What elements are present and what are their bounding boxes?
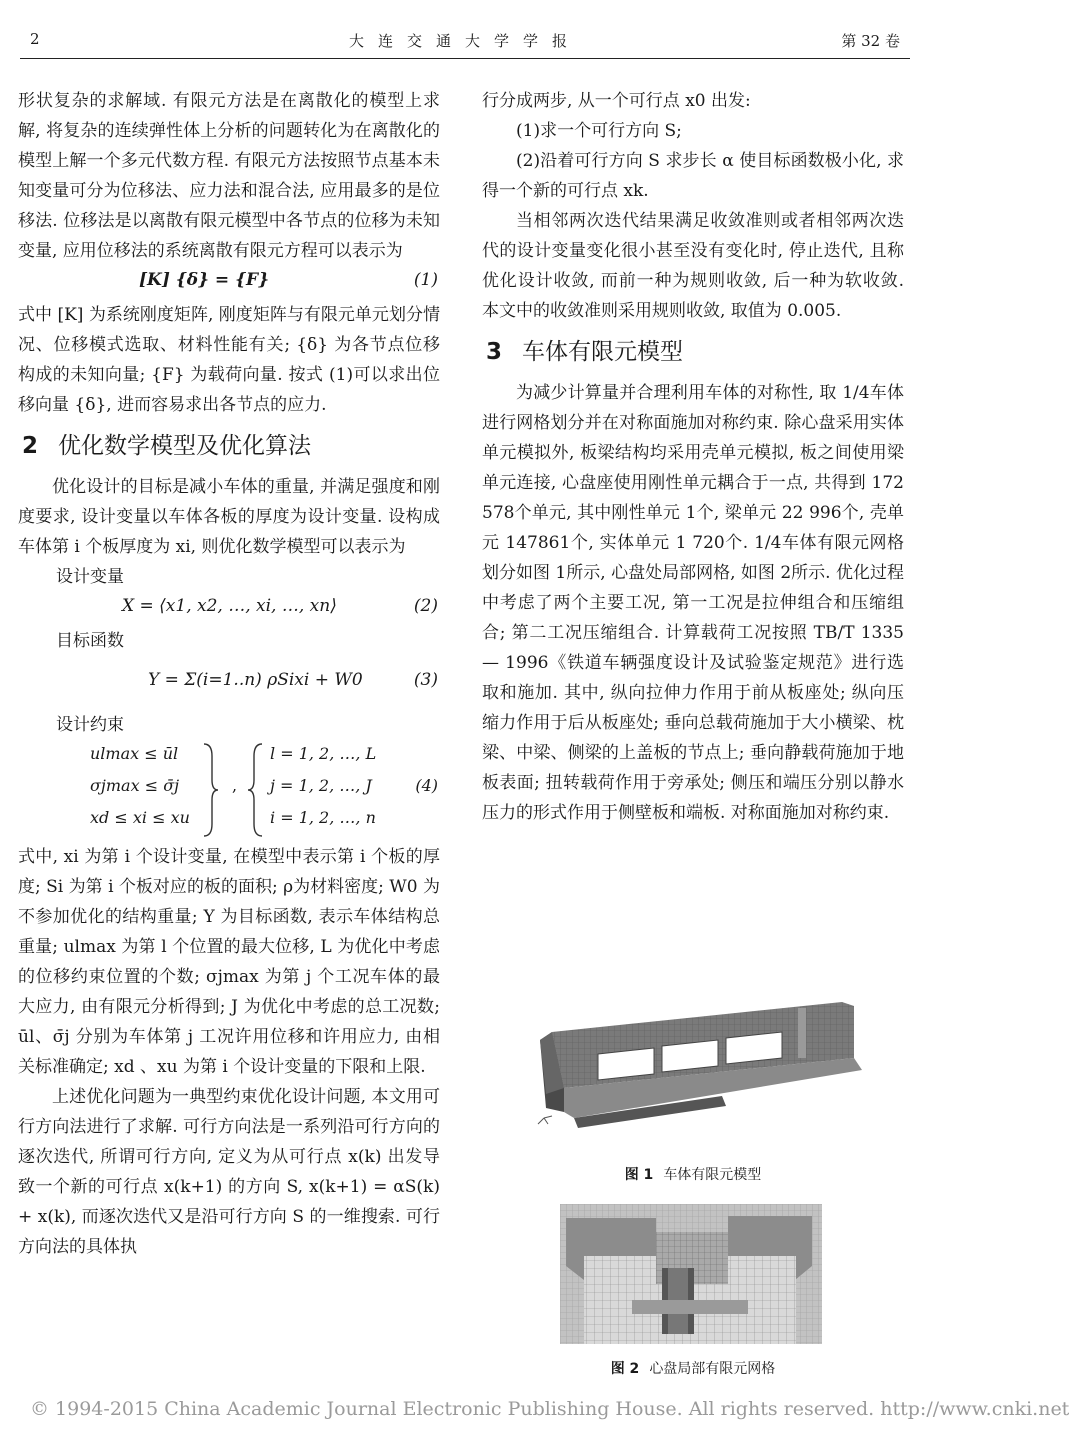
left-column	[18, 86, 440, 1262]
paragraph: 行分成两步, 从一个可行点 x0 出发:	[482, 91, 751, 111]
equation-number: (1)	[413, 270, 438, 290]
figure-2-caption	[482, 1358, 904, 1378]
equation-number: (3)	[413, 670, 438, 690]
figure-2-image	[482, 1204, 904, 1344]
equation-number: (2)	[413, 596, 438, 616]
equation-2	[18, 592, 440, 626]
index-range-j: j = 1, 2, …, J	[270, 776, 372, 795]
figure-1-caption	[482, 1164, 904, 1184]
label-constraints: 设计约束	[56, 715, 124, 735]
paragraph: 式中, xi 为第 i 个设计变量, 在模型中表示第 i 个板的厚度; Si 为第 i 个板对应的板的面积; ρ为材料密度; W0 为不参加优化的结构重量; Y 为目标函数, 表示车体结构总重量; ulmax 为第 l 个位置的最大位移, L 为优化中考虑的位移约束位置的个数; σjmax 为第 j 个工况车体的最大应力, 由有限元分析得到; J 为优化中考虑的总工况数; ūl、σ̄j 分别为车体第 j 工况许用位移和许用应力, 由相关标准确定; xd 、xu 为第 i 个设计变量的下限和上限.	[18, 847, 440, 1077]
journal-title: 大连交通大学学报	[348, 32, 581, 50]
constraint-stress: σjmax ≤ σ̄j	[90, 776, 180, 795]
figure-label: 图 2	[610, 1361, 640, 1377]
paragraph: 形状复杂的求解域. 有限元方法是在离散化的模型上求解, 将复杂的连续弹性体上分析的问题转化为在离散化的模型上解一个多元代数方程. 有限元方法按照节点基本未知变量可分为位移法、应力法和混合法, 应用最多的是位移法. 位移法是以离散有限元模型中各节点的位移为未知变量, 应用位移法的系统离散有限元方程可以表示为	[18, 91, 440, 261]
equation-number: (4)	[415, 776, 438, 795]
equation-1	[18, 266, 440, 300]
figure-caption-text: 车体有限元模型	[663, 1167, 762, 1183]
equation-4	[18, 740, 440, 842]
section-number: 2	[22, 433, 39, 459]
paragraph: 上述优化问题为一典型约束优化设计问题, 本文用可行方向法进行了求解. 可行方向法是一系列沿可行方向的逐次迭代, 所谓可行方向, 定义为从可行点 x(k) 出发导致一个新的可行点 x(k+1) 的方向 S, x(k+1) = αS(k) + x(k), 而逐次迭代又是沿可行方向 S 的一维搜索. 可行方向法的具体执	[18, 1087, 440, 1257]
left-brace-icon	[246, 742, 266, 838]
section-number: 3	[486, 339, 503, 365]
page-header	[20, 24, 910, 59]
constraint-displacement: ulmax ≤ ūl	[90, 744, 179, 763]
paragraph: 当相邻两次迭代结果满足收敛准则或者相邻两次迭代的设计变量变化很小甚至没有变化时, 停止迭代, 且称优化设计收敛, 而前一种为规则收敛, 后一种为软收敛. 本文中的收敛准则采用规则收敛, 取值为 0.005.	[482, 211, 904, 321]
copyright-footer: © 1994-2015 China Academic Journal Electronic Publishing House. All rights reserved. http://www.cnki.net	[30, 1398, 1069, 1420]
step-1: (1)求一个可行方向 S;	[516, 121, 682, 141]
volume-label: 第 32 卷	[841, 32, 900, 50]
paragraph: 为减少计算量并合理利用车体的对称性, 取 1/4车体进行网格划分并在对称面施加对称约束. 除心盘采用实体单元模拟外, 板梁结构均采用壳单元模拟, 板之间使用梁单元连接, 心盘座使用刚性单元耦合于一点, 共得到 172 578个单元, 其中刚性单元 1个, 梁单元 22 996个, 壳单元 147861个, 实体单元 1 720个. 1/4车体有限元网格划分如图 1所示, 心盘处局部网格, 如图 2所示. 优化过程中考虑了两个主要工况, 第一工况是拉伸组合和压缩组合; 第二工况压缩组合. 计算载荷工况按照 TB/T 1335— 1996《铁道车辆强度设计及试验鉴定规范》进行选取和施加. 其中, 纵向拉伸力作用于前从板座处; 纵向压缩力作用于后从板座处; 垂向总载荷施加于大小横梁、枕梁、中梁、侧梁的上盖板的节点上; 垂向静载荷施加于地板表面; 扭转载荷作用于旁承处; 侧压和端压分别以静水压力的形式作用于侧壁板和端板. 对称面施加对称约束.	[482, 383, 904, 823]
section-heading-2	[18, 426, 440, 466]
paragraph: 优化设计的目标是减小车体的重量, 并满足强度和刚度要求, 设计变量以车体各板的厚度为设计变量. 设构成车体第 i 个板厚度为 xi, 则优化数学模型可以表示为	[18, 477, 440, 557]
constraint-bounds: xd ≤ xi ≤ xu	[90, 808, 190, 827]
page-number: 2	[30, 30, 40, 48]
figure-label: 图 1	[624, 1167, 654, 1183]
section-title: 车体有限元模型	[522, 339, 683, 365]
label-objective: 目标函数	[56, 631, 124, 651]
right-column	[482, 86, 904, 828]
constraint-separator: ,	[232, 776, 238, 795]
section-title: 优化数学模型及优化算法	[58, 433, 311, 459]
figure-caption-text: 心盘局部有限元网格	[649, 1361, 776, 1377]
index-range-l: l = 1, 2, …, L	[270, 744, 377, 763]
equation-text: X = ⟨x1, x2, …, xi, …, xn⟩	[122, 596, 337, 616]
paragraph: 式中 [K] 为系统刚度矩阵, 刚度矩阵与有限元单元划分情况、位移模式选取、材料性能有关; {δ} 为各节点位移构成的未知向量; {F} 为载荷向量. 按式 (1)可以求出位移向量 {δ}, 进而容易求出各节点的应力.	[18, 305, 440, 415]
equation-3	[18, 656, 440, 710]
figure-1-image	[482, 1000, 904, 1132]
section-heading-3	[482, 332, 904, 372]
right-brace-icon	[200, 742, 220, 838]
label-design-variable: 设计变量	[56, 567, 124, 587]
equation-text: Y = Σ(i=1..n) ρSixi + W0	[148, 670, 363, 690]
index-range-i: i = 1, 2, …, n	[270, 808, 376, 827]
step-2: (2)沿着可行方向 S 求步长 α 使目标函数极小化, 求得一个新的可行点 xk.	[482, 151, 904, 201]
equation-text: [K] {δ} = {F}	[139, 270, 269, 290]
